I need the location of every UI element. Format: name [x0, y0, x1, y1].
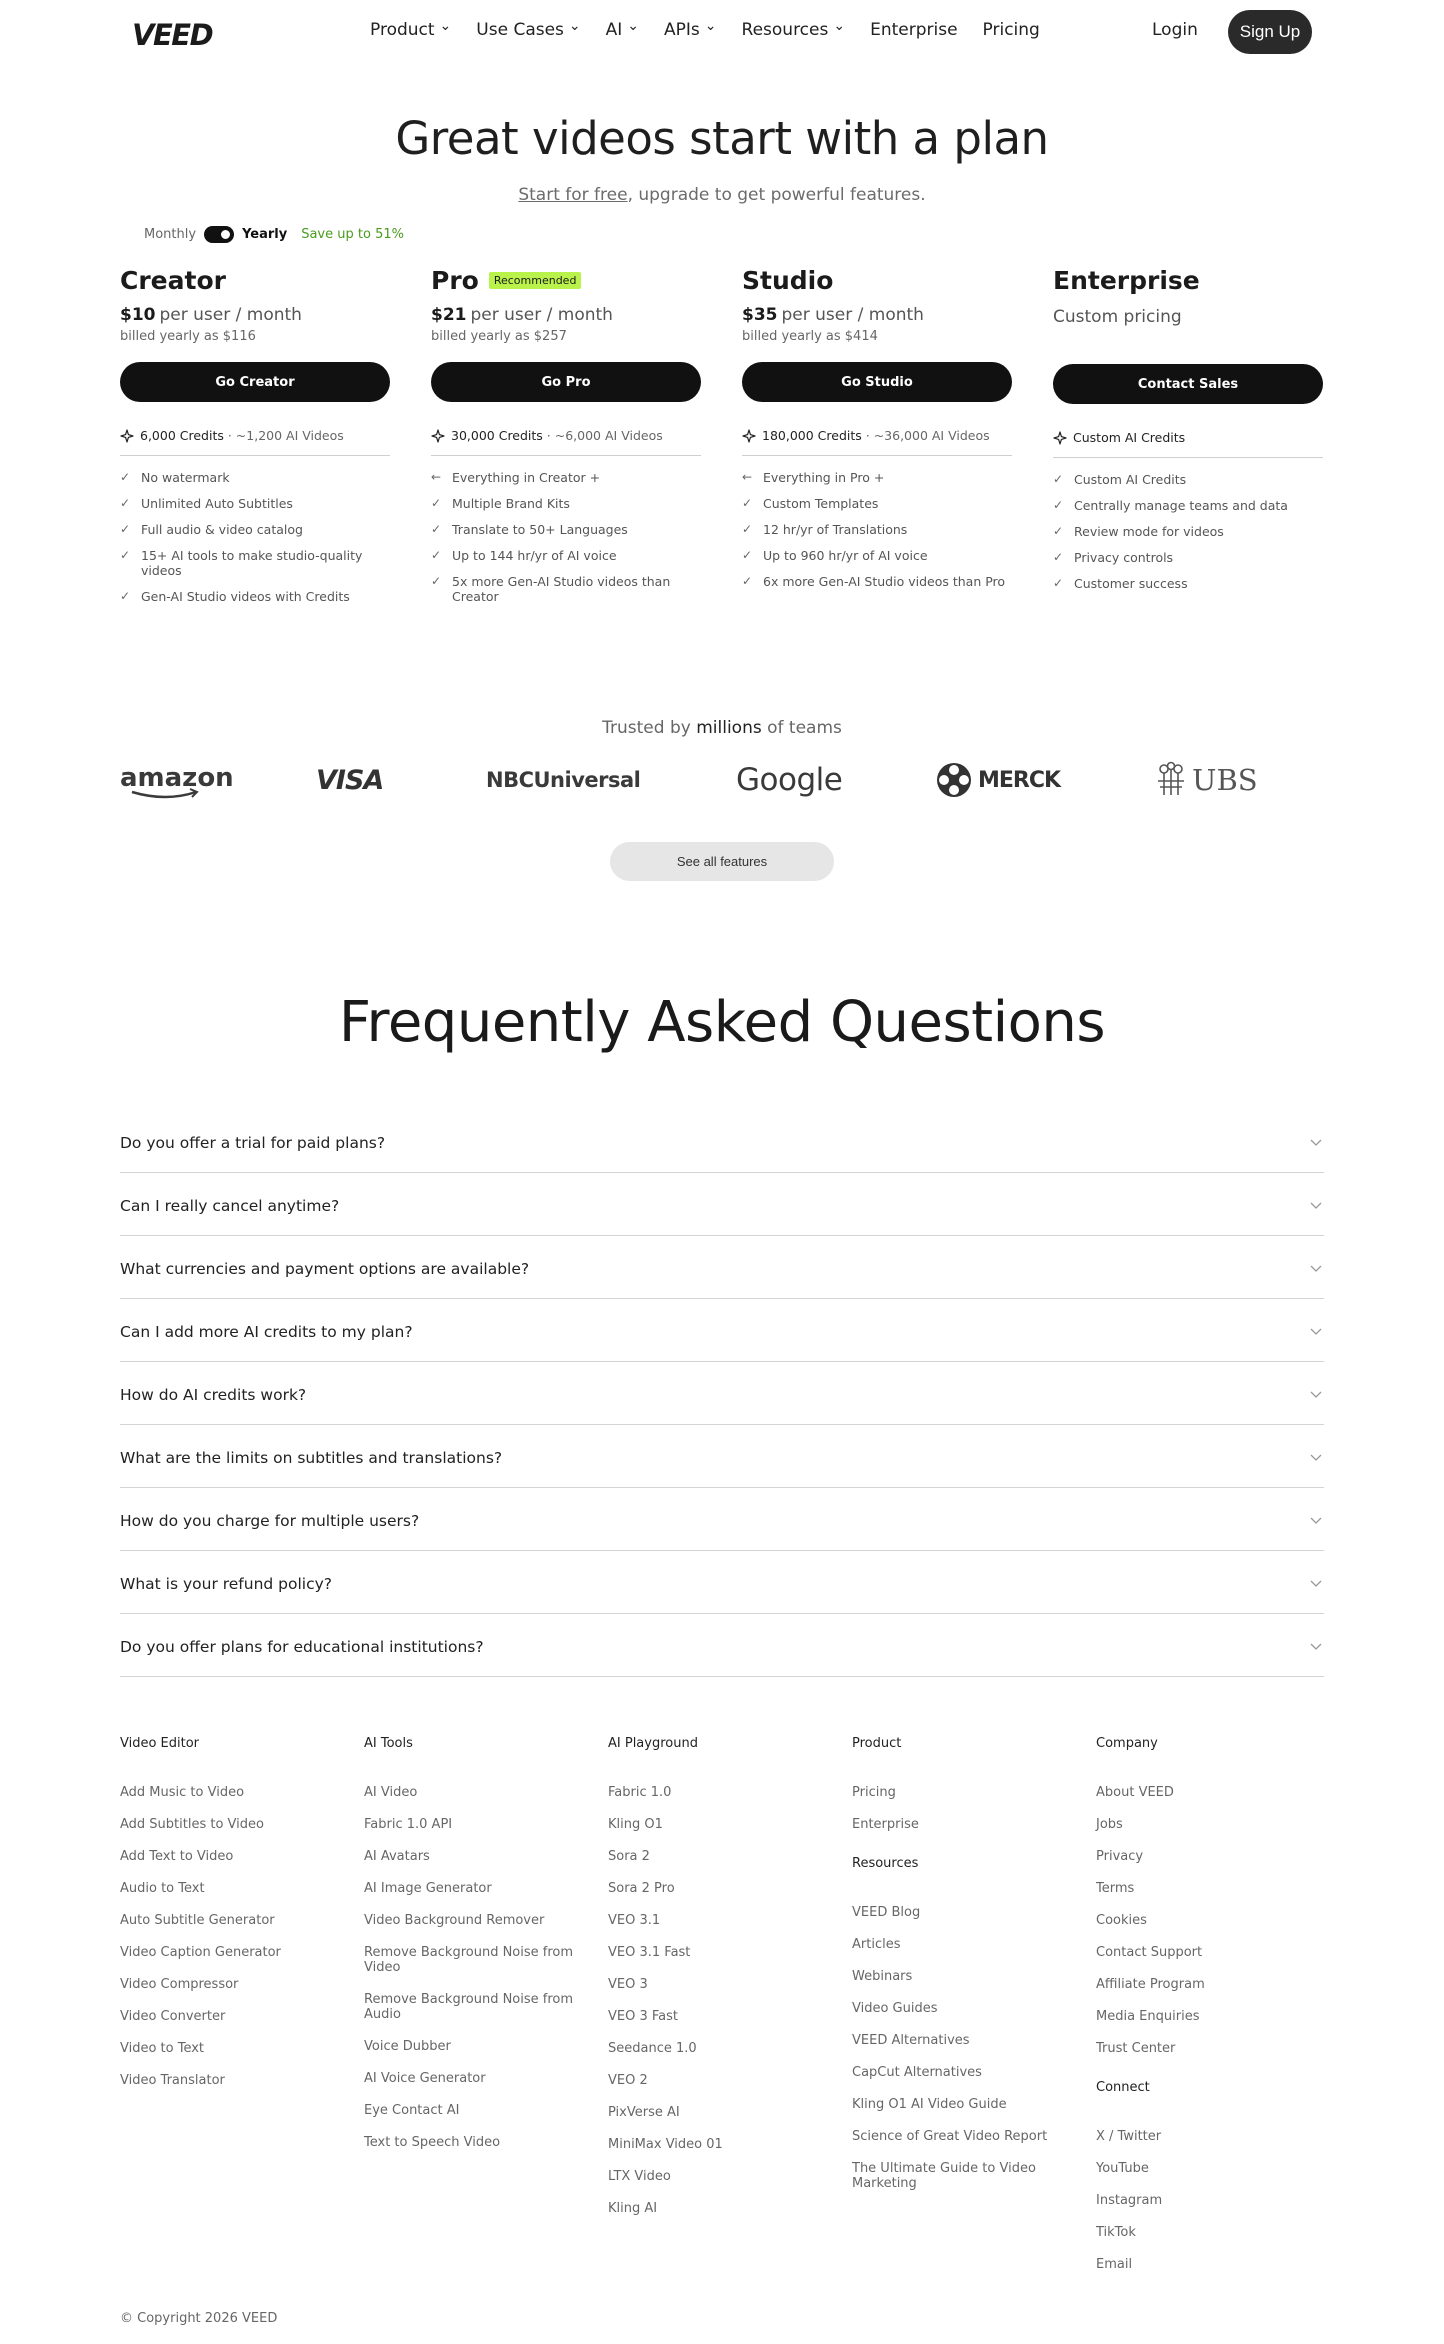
faq-question: Do you offer plans for educational institutions? [120, 1638, 484, 1656]
footer-link-add-text-to-video[interactable]: Add Text to Video [120, 1849, 234, 1864]
faq-list [120, 1110, 1324, 1677]
chevron-down-icon [1310, 1515, 1322, 1528]
price-unit: per user / month [159, 305, 302, 325]
plan-name [120, 266, 390, 295]
footer-heading-product: Product [852, 1736, 902, 1751]
billing-toggle[interactable] [204, 226, 234, 243]
feature-text: Everything in Pro + [763, 470, 885, 485]
check-icon: ✓ [742, 574, 753, 588]
footer-link-cookies[interactable]: Cookies [1096, 1913, 1147, 1928]
nav-label: APIs [664, 20, 700, 40]
visa-logo: VISA [316, 764, 384, 796]
feature-item [1053, 472, 1323, 487]
footer-link-video-caption-generator[interactable]: Video Caption Generator [120, 1945, 281, 1960]
plan-credits [120, 428, 390, 456]
faq-item[interactable] [120, 1173, 1324, 1236]
chevron-down-icon [1310, 1326, 1322, 1339]
price-amount: $10 [120, 305, 156, 325]
feature-list [120, 470, 390, 604]
check-icon: ✓ [120, 470, 131, 484]
check-icon: ✓ [120, 589, 131, 603]
feature-text: Gen-AI Studio videos with Credits [141, 589, 350, 604]
feature-item [120, 470, 390, 485]
veed-logo[interactable]: VEED [132, 18, 213, 52]
plan-credits [742, 428, 1012, 456]
billed-spacer [1053, 331, 1323, 346]
page-title: Great videos start with a plan [395, 112, 1049, 165]
arrow-left-icon: ← [742, 470, 753, 484]
google-logo: Google [736, 762, 843, 798]
check-icon: ✓ [431, 496, 442, 510]
footer-link-video-guides[interactable]: Video Guides [852, 2001, 938, 2016]
footer-column [1096, 1736, 1326, 2289]
nav-pricing[interactable] [983, 20, 1040, 40]
signup-button[interactable]: Sign Up [1228, 10, 1312, 54]
feature-list [742, 470, 1012, 589]
monthly-label[interactable]: Monthly [144, 227, 197, 242]
feature-item [120, 496, 390, 511]
footer-link-instagram[interactable]: Instagram [1096, 2193, 1163, 2208]
price-unit: per user / month [781, 305, 924, 325]
feature-item [1053, 498, 1323, 513]
plan-name-text: Creator [120, 266, 226, 295]
chevron-down-icon: ⌄ [833, 18, 846, 34]
faq-item[interactable] [120, 1551, 1324, 1614]
feature-list [431, 470, 701, 604]
chevron-down-icon [1310, 1263, 1322, 1276]
footer-link-jobs[interactable]: Jobs [1096, 1817, 1123, 1832]
feature-text: Multiple Brand Kits [452, 496, 570, 511]
nav-label: Resources [741, 20, 829, 40]
custom-pricing: Custom pricing [1053, 307, 1182, 327]
chevron-down-icon [1310, 1641, 1322, 1654]
footer-link-minimax-video-01[interactable]: MiniMax Video 01 [608, 2137, 723, 2152]
plan-name [1053, 266, 1323, 295]
recommended-badge: Recommended [489, 272, 582, 289]
see-all-features-button[interactable]: See all features [610, 842, 834, 881]
faq-item[interactable] [120, 1425, 1324, 1488]
yearly-label[interactable]: Yearly [242, 227, 288, 242]
feature-item [431, 522, 701, 537]
footer-link-veo-3-fast[interactable]: VEO 3 Fast [608, 2009, 678, 2024]
footer-link-articles[interactable]: Articles [852, 1937, 901, 1952]
footer-heading-connect: Connect [1096, 2080, 1150, 2095]
check-icon: ✓ [431, 574, 442, 588]
feature-item [1053, 576, 1323, 591]
merck-mark-icon [936, 762, 972, 798]
chevron-down-icon [1310, 1200, 1322, 1213]
chevron-down-icon [1310, 1452, 1322, 1465]
feature-text: Customer success [1074, 576, 1188, 591]
trusted-bold: millions [696, 718, 762, 738]
feature-item [742, 470, 1012, 485]
feature-text: Full audio & video catalog [141, 522, 303, 537]
plan-name [431, 266, 701, 295]
footer-link-video-to-text[interactable]: Video to Text [120, 2041, 205, 2056]
faq-item[interactable] [120, 1110, 1324, 1173]
footer-link-add-subtitles-to-video[interactable]: Add Subtitles to Video [120, 1817, 264, 1832]
footer-link-capcut-alternatives[interactable]: CapCut Alternatives [852, 2065, 982, 2080]
footer-link-contact-support[interactable]: Contact Support [1096, 1945, 1203, 1960]
footer-link-veo-3-1-fast[interactable]: VEO 3.1 Fast [608, 1945, 691, 1960]
plan-name-text: Pro [431, 266, 479, 295]
go-creator-button[interactable]: Go Creator [120, 362, 390, 402]
footer-link-trust-center[interactable]: Trust Center [1096, 2041, 1176, 2056]
plan-name-text: Enterprise [1053, 266, 1200, 295]
feature-item [120, 589, 390, 604]
footer-link-privacy[interactable]: Privacy [1096, 1849, 1144, 1864]
footer-column [120, 1736, 350, 2105]
ubs-logo: UBS [1154, 758, 1258, 802]
nbcuniversal-logo: NBCUniversal [486, 768, 641, 792]
feature-text: 5x more Gen-AI Studio videos than Creator [452, 574, 671, 604]
sparkle-icon [742, 429, 756, 443]
chevron-down-icon [1310, 1137, 1322, 1150]
chevron-down-icon: ⌄ [568, 18, 581, 34]
check-icon: ✓ [120, 496, 131, 510]
faq-item[interactable] [120, 1362, 1324, 1425]
feature-item [742, 574, 1012, 589]
plan-name [742, 266, 1012, 295]
faq-question: Can I really cancel anytime? [120, 1197, 340, 1215]
footer-link-terms[interactable]: Terms [1096, 1881, 1135, 1896]
feature-text: Custom Templates [763, 496, 879, 511]
feature-item [742, 522, 1012, 537]
plan-price [120, 305, 390, 325]
check-icon: ✓ [742, 548, 753, 562]
footer-link-kling-o1-ai-video-guide[interactable]: Kling O1 AI Video Guide [852, 2097, 1007, 2112]
check-icon: ✓ [1053, 550, 1064, 564]
footer-link-sora-2-pro[interactable]: Sora 2 Pro [608, 1881, 675, 1896]
footer-link-veo-2[interactable]: VEO 2 [608, 2073, 648, 2088]
trusted-post: of teams [761, 718, 842, 738]
check-icon: ✓ [120, 522, 131, 536]
credits-text [762, 428, 990, 443]
plan-card-creator [120, 266, 390, 615]
footer-link-text-to-speech-video[interactable]: Text to Speech Video [364, 2135, 501, 2150]
footer-heading-resources: Resources [852, 1856, 919, 1871]
credits-text [451, 428, 663, 443]
footer-link-video-converter[interactable]: Video Converter [120, 2009, 226, 2024]
footer-link-pixverse-ai[interactable]: PixVerse AI [608, 2105, 680, 2120]
feature-text: 12 hr/yr of Translations [763, 522, 908, 537]
check-icon: ✓ [1053, 524, 1064, 538]
footer-heading-ai-playground: AI Playground [608, 1736, 698, 1751]
feature-item [120, 522, 390, 537]
chevron-down-icon: ⌄ [704, 18, 717, 34]
check-icon: ✓ [431, 548, 442, 562]
feature-item [431, 496, 701, 511]
footer-link-auto-subtitle-generator[interactable]: Auto Subtitle Generator [120, 1913, 275, 1928]
sparkle-icon [1053, 431, 1067, 445]
feature-text: 6x more Gen-AI Studio videos than Pro [763, 574, 1006, 589]
footer-link-ltx-video[interactable]: LTX Video [608, 2169, 671, 2184]
faq-question: How do you charge for multiple users? [120, 1512, 420, 1530]
feature-text: Unlimited Auto Subtitles [141, 496, 293, 511]
credits-text [140, 428, 344, 443]
save-badge: Save up to 51% [301, 227, 404, 242]
feature-item [1053, 550, 1323, 565]
footer-link-tiktok[interactable]: TikTok [1096, 2225, 1136, 2240]
footer-link-science-of-great-video-report[interactable]: Science of Great Video Report [852, 2129, 1048, 2144]
feature-list [1053, 472, 1323, 591]
feature-text: Privacy controls [1074, 550, 1174, 565]
feature-item [1053, 524, 1323, 539]
hero-subtitle-text: , upgrade to get powerful features. [627, 185, 926, 205]
nav-label: Pricing [982, 20, 1040, 40]
footer-link-about-veed[interactable]: About VEED [1096, 1785, 1174, 1800]
nav-use-cases[interactable] [476, 20, 580, 40]
billing-toggle-group [144, 226, 404, 243]
plan-credits [1053, 430, 1323, 458]
footer-link-video-background-remover[interactable]: Video Background Remover [364, 1913, 545, 1928]
faq-question: What currencies and payment options are available? [120, 1260, 530, 1278]
plan-card-studio [742, 266, 1012, 600]
footer-link-seedance-1-0[interactable]: Seedance 1.0 [608, 2041, 697, 2056]
footer-link-enterprise[interactable]: Enterprise [852, 1817, 919, 1832]
faq-question: Do you offer a trial for paid plans? [120, 1134, 386, 1152]
feature-text: Up to 144 hr/yr of AI voice [452, 548, 617, 563]
footer-link-kling-o1[interactable]: Kling O1 [608, 1817, 663, 1832]
credits-text [1073, 430, 1185, 445]
contact-sales-button[interactable]: Contact Sales [1053, 364, 1323, 404]
check-icon: ✓ [1053, 472, 1064, 486]
billed-yearly: billed yearly as $257 [431, 329, 567, 344]
sparkle-icon [120, 429, 134, 443]
feature-item [431, 574, 701, 604]
svg-text:amazon: amazon [120, 763, 234, 793]
footer-link-fabric-1-0[interactable]: Fabric 1.0 [608, 1785, 672, 1800]
faq-item[interactable] [120, 1299, 1324, 1362]
billed-yearly: billed yearly as $116 [120, 329, 256, 344]
start-free-link[interactable]: Start for free [518, 185, 628, 205]
nav-product[interactable] [370, 20, 451, 40]
sparkle-icon [431, 429, 445, 443]
footer-link-ai-image-generator[interactable]: AI Image Generator [364, 1881, 492, 1896]
credits-amount: 180,000 Credits [762, 428, 862, 443]
trusted-text [0, 718, 1444, 738]
ubs-keys-icon [1154, 761, 1188, 799]
check-icon: ✓ [431, 522, 442, 536]
footer-link-media-enquiries[interactable]: Media Enquiries [1096, 2009, 1200, 2024]
go-studio-button[interactable]: Go Studio [742, 362, 1012, 402]
chevron-down-icon [1310, 1578, 1322, 1591]
go-pro-button[interactable]: Go Pro [431, 362, 701, 402]
nav-label: Enterprise [870, 20, 958, 40]
footer-column [608, 1736, 838, 2233]
check-icon: ✓ [1053, 576, 1064, 590]
credits-approx: · ~6,000 AI Videos [542, 428, 663, 443]
toggle-knob [219, 228, 232, 241]
billed-yearly: billed yearly as $414 [742, 329, 878, 344]
footer-link-audio-to-text[interactable]: Audio to Text [120, 1881, 205, 1896]
nav-enterprise[interactable] [870, 20, 957, 40]
footer-column [852, 1736, 1082, 2208]
footer-column [364, 1736, 594, 2167]
chevron-down-icon: ⌄ [627, 18, 640, 34]
plan-credits [431, 428, 701, 456]
credits-amount: 30,000 Credits [451, 428, 543, 443]
credits-amount: Custom AI Credits [1073, 430, 1186, 445]
plan-price [431, 305, 701, 325]
footer-heading-video-editor: Video Editor [120, 1736, 200, 1751]
faq-title: Frequently Asked Questions [338, 990, 1106, 1055]
chevron-down-icon: ⌄ [439, 18, 452, 34]
chevron-down-icon [1310, 1389, 1322, 1402]
faq-question: How do AI credits work? [120, 1386, 307, 1404]
price-amount: $21 [431, 305, 467, 325]
amazon-logo [120, 758, 234, 802]
credits-approx: · ~36,000 AI Videos [861, 428, 990, 443]
arrow-left-icon: ← [431, 470, 442, 484]
footer-link-ai-avatars[interactable]: AI Avatars [364, 1849, 430, 1864]
feature-text: Up to 960 hr/yr of AI voice [763, 548, 928, 563]
feature-item [742, 548, 1012, 563]
footer-link-youtube[interactable]: YouTube [1096, 2161, 1149, 2176]
feature-text: Everything in Creator + [452, 470, 601, 485]
footer-link-veo-3-1[interactable]: VEO 3.1 [608, 1913, 661, 1928]
footer-link-veed-blog[interactable]: VEED Blog [852, 1905, 921, 1920]
credits-approx: · ~1,200 AI Videos [223, 428, 344, 443]
check-icon: ✓ [120, 548, 131, 562]
footer-link-pricing[interactable]: Pricing [852, 1785, 896, 1800]
footer-link-the-ultimate-guide-to-video-marketing[interactable]: The Ultimate Guide to Video Marketing [852, 2161, 1036, 2191]
footer-link-ai-video[interactable]: AI Video [364, 1785, 418, 1800]
feature-text: Review mode for videos [1074, 524, 1224, 539]
footer-link-veo-3[interactable]: VEO 3 [608, 1977, 648, 1992]
price-amount: $35 [742, 305, 778, 325]
main-menu [370, 20, 1065, 40]
check-icon: ✓ [742, 496, 753, 510]
faq-question: What is your refund policy? [120, 1575, 333, 1593]
login-link[interactable]: Login [1152, 20, 1198, 40]
nav-label: Product [370, 20, 435, 40]
plan-card-pro [431, 266, 701, 615]
footer-link-sora-2[interactable]: Sora 2 [608, 1849, 650, 1864]
nav-resources[interactable] [742, 20, 846, 40]
footer-heading-ai-tools: AI Tools [364, 1736, 413, 1751]
footer-link-remove-background-noise-from-audio[interactable]: Remove Background Noise from Audio [364, 1992, 574, 2022]
plan-card-enterprise [1053, 266, 1323, 602]
nav-label: AI [605, 20, 623, 40]
plan-price [742, 305, 1012, 325]
price-unit: per user / month [470, 305, 613, 325]
faq-item[interactable] [120, 1614, 1324, 1677]
footer-link-email[interactable]: Email [1096, 2257, 1133, 2272]
footer-heading-company: Company [1096, 1736, 1158, 1751]
footer-link-video-compressor[interactable]: Video Compressor [120, 1977, 239, 1992]
feature-text: No watermark [141, 470, 230, 485]
footer-link-webinars[interactable]: Webinars [852, 1969, 913, 1984]
footer-link-video-translator[interactable]: Video Translator [120, 2073, 225, 2088]
nav-apis[interactable] [664, 20, 717, 40]
merck-logo: MERCK [936, 758, 1060, 802]
hero-subtitle [0, 185, 1444, 205]
faq-item[interactable] [120, 1488, 1324, 1551]
feature-text: Custom AI Credits [1074, 472, 1187, 487]
faq-question: What are the limits on subtitles and translations? [120, 1449, 503, 1467]
footer-link-add-music-to-video[interactable]: Add Music to Video [120, 1785, 245, 1800]
footer-link-fabric-1-0-api[interactable]: Fabric 1.0 API [364, 1817, 453, 1832]
copyright: © Copyright 2026 VEED [120, 2311, 278, 2326]
footer-link-eye-contact-ai[interactable]: Eye Contact AI [364, 2103, 460, 2118]
footer-link-affiliate-program[interactable]: Affiliate Program [1096, 1977, 1205, 1992]
credits-amount: 6,000 Credits [140, 428, 224, 443]
check-icon: ✓ [1053, 498, 1064, 512]
footer-link-voice-dubber[interactable]: Voice Dubber [364, 2039, 451, 2054]
feature-text: 15+ AI tools to make studio-quality videos [141, 548, 363, 578]
check-icon: ✓ [742, 522, 753, 536]
footer-link-kling-ai[interactable]: Kling AI [608, 2201, 658, 2216]
trusted-pre: Trusted by [602, 718, 697, 738]
footer-link-remove-background-noise-from-video[interactable]: Remove Background Noise from Video [364, 1945, 574, 1975]
footer-link-veed-alternatives[interactable]: VEED Alternatives [852, 2033, 970, 2048]
footer-link-x-twitter[interactable]: X / Twitter [1096, 2129, 1162, 2144]
faq-question: Can I add more AI credits to my plan? [120, 1323, 413, 1341]
nav-ai[interactable] [606, 20, 639, 40]
nav-label: Use Cases [476, 20, 564, 40]
feature-item [431, 548, 701, 563]
customer-logos [120, 758, 1326, 802]
plan-name-text: Studio [742, 266, 834, 295]
feature-item [431, 470, 701, 485]
top-nav [0, 0, 1440, 62]
feature-text: Centrally manage teams and data [1074, 498, 1288, 513]
feature-item [742, 496, 1012, 511]
faq-item[interactable] [120, 1236, 1324, 1299]
feature-item [120, 548, 390, 578]
footer-link-ai-voice-generator[interactable]: AI Voice Generator [364, 2071, 486, 2086]
feature-text: Translate to 50+ Languages [452, 522, 628, 537]
